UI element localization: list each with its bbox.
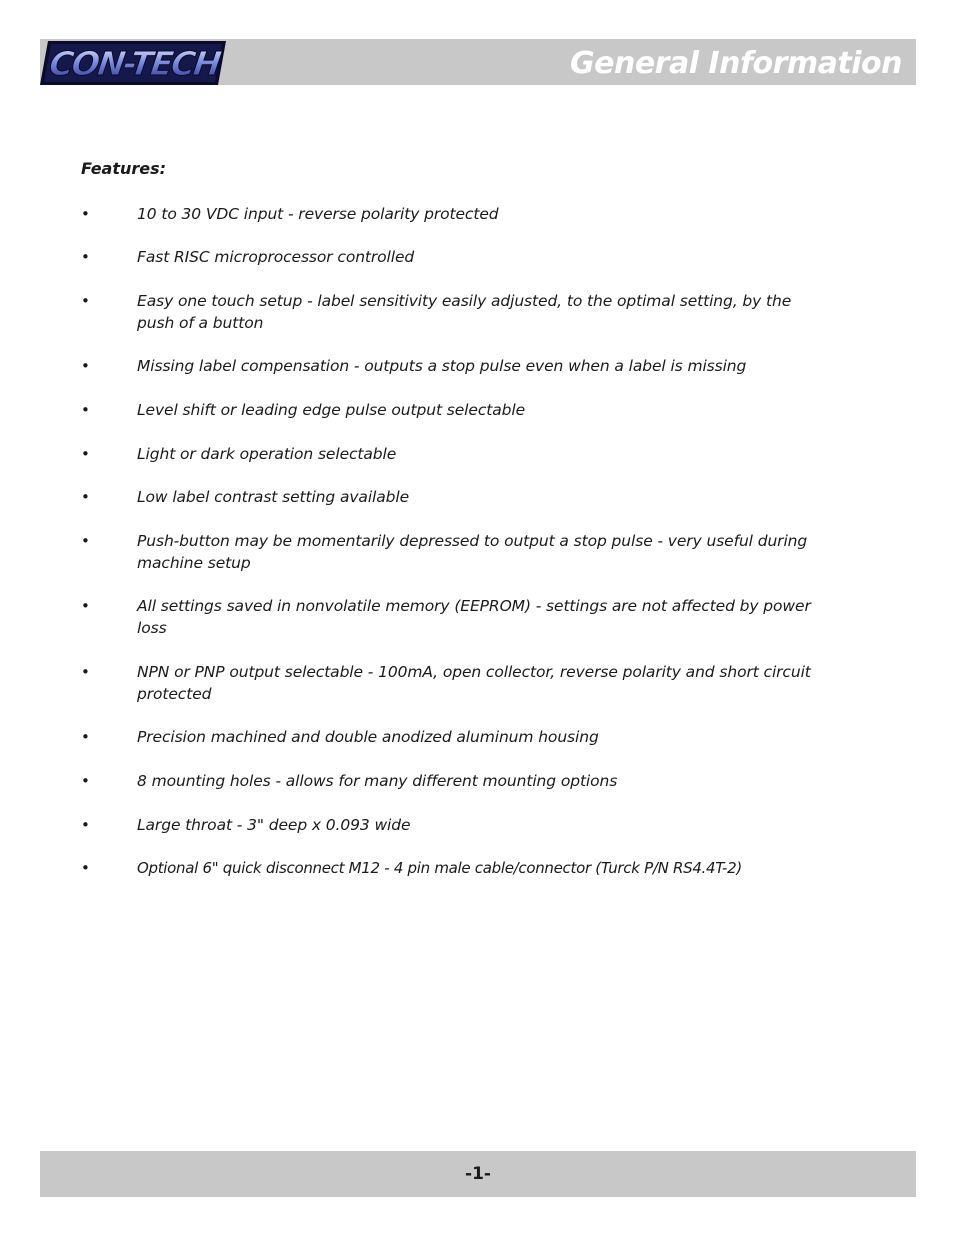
bullet: •	[81, 859, 90, 877]
page-number: -1-	[465, 1164, 491, 1184]
feature-text: Optional 6" quick disconnect M12 - 4 pin male cable/connector (Turck P/N RS4.4T-2)	[137, 859, 742, 877]
bullet: •	[81, 205, 90, 223]
feature-text: Missing label compensation - outputs a stop pulse even when a label is missing	[137, 357, 747, 375]
bullet: •	[81, 728, 90, 746]
bullet: •	[81, 248, 90, 266]
feature-text: Easy one touch setup - label sensitivity easily adjusted, to the optimal setting, by the push of a button	[137, 292, 792, 332]
feature-text: Large throat - 3" deep x 0.093 wide	[137, 816, 411, 834]
page-title: General Information	[569, 46, 902, 81]
bullet: •	[81, 357, 90, 375]
bullet: •	[81, 816, 90, 834]
feature-text: Light or dark operation selectable	[137, 445, 397, 463]
feature-text: Fast RISC microprocessor controlled	[137, 248, 415, 266]
bullet: •	[81, 597, 90, 615]
bullet: •	[81, 401, 90, 419]
feature-text: Low label contrast setting available	[137, 488, 410, 506]
bullet: •	[81, 663, 90, 681]
feature-text: NPN or PNP output selectable - 100mA, open collector, reverse polarity and short circuit protected	[137, 663, 811, 703]
bullet: •	[81, 445, 90, 463]
svg-text:CON-TECH: CON-TECH	[46, 44, 222, 83]
features-heading: Features:	[81, 159, 167, 178]
feature-text: Push-button may be momentarily depressed to output a stop pulse - very useful during machine setup	[137, 532, 808, 572]
bullet: •	[81, 532, 90, 550]
feature-text: All settings saved in nonvolatile memory (EEPROM) - settings are not affected by power loss	[137, 597, 811, 637]
feature-text: Level shift or leading edge pulse output selectable	[137, 401, 526, 419]
bullet: •	[81, 488, 90, 506]
con-tech-logo	[40, 38, 228, 88]
feature-text: 8 mounting holes - allows for many different mounting options	[137, 772, 618, 790]
bullet: •	[81, 292, 90, 310]
bullet: •	[81, 772, 90, 790]
feature-text: 10 to 30 VDC input - reverse polarity protected	[137, 205, 499, 223]
feature-text: Precision machined and double anodized aluminum housing	[137, 728, 599, 746]
